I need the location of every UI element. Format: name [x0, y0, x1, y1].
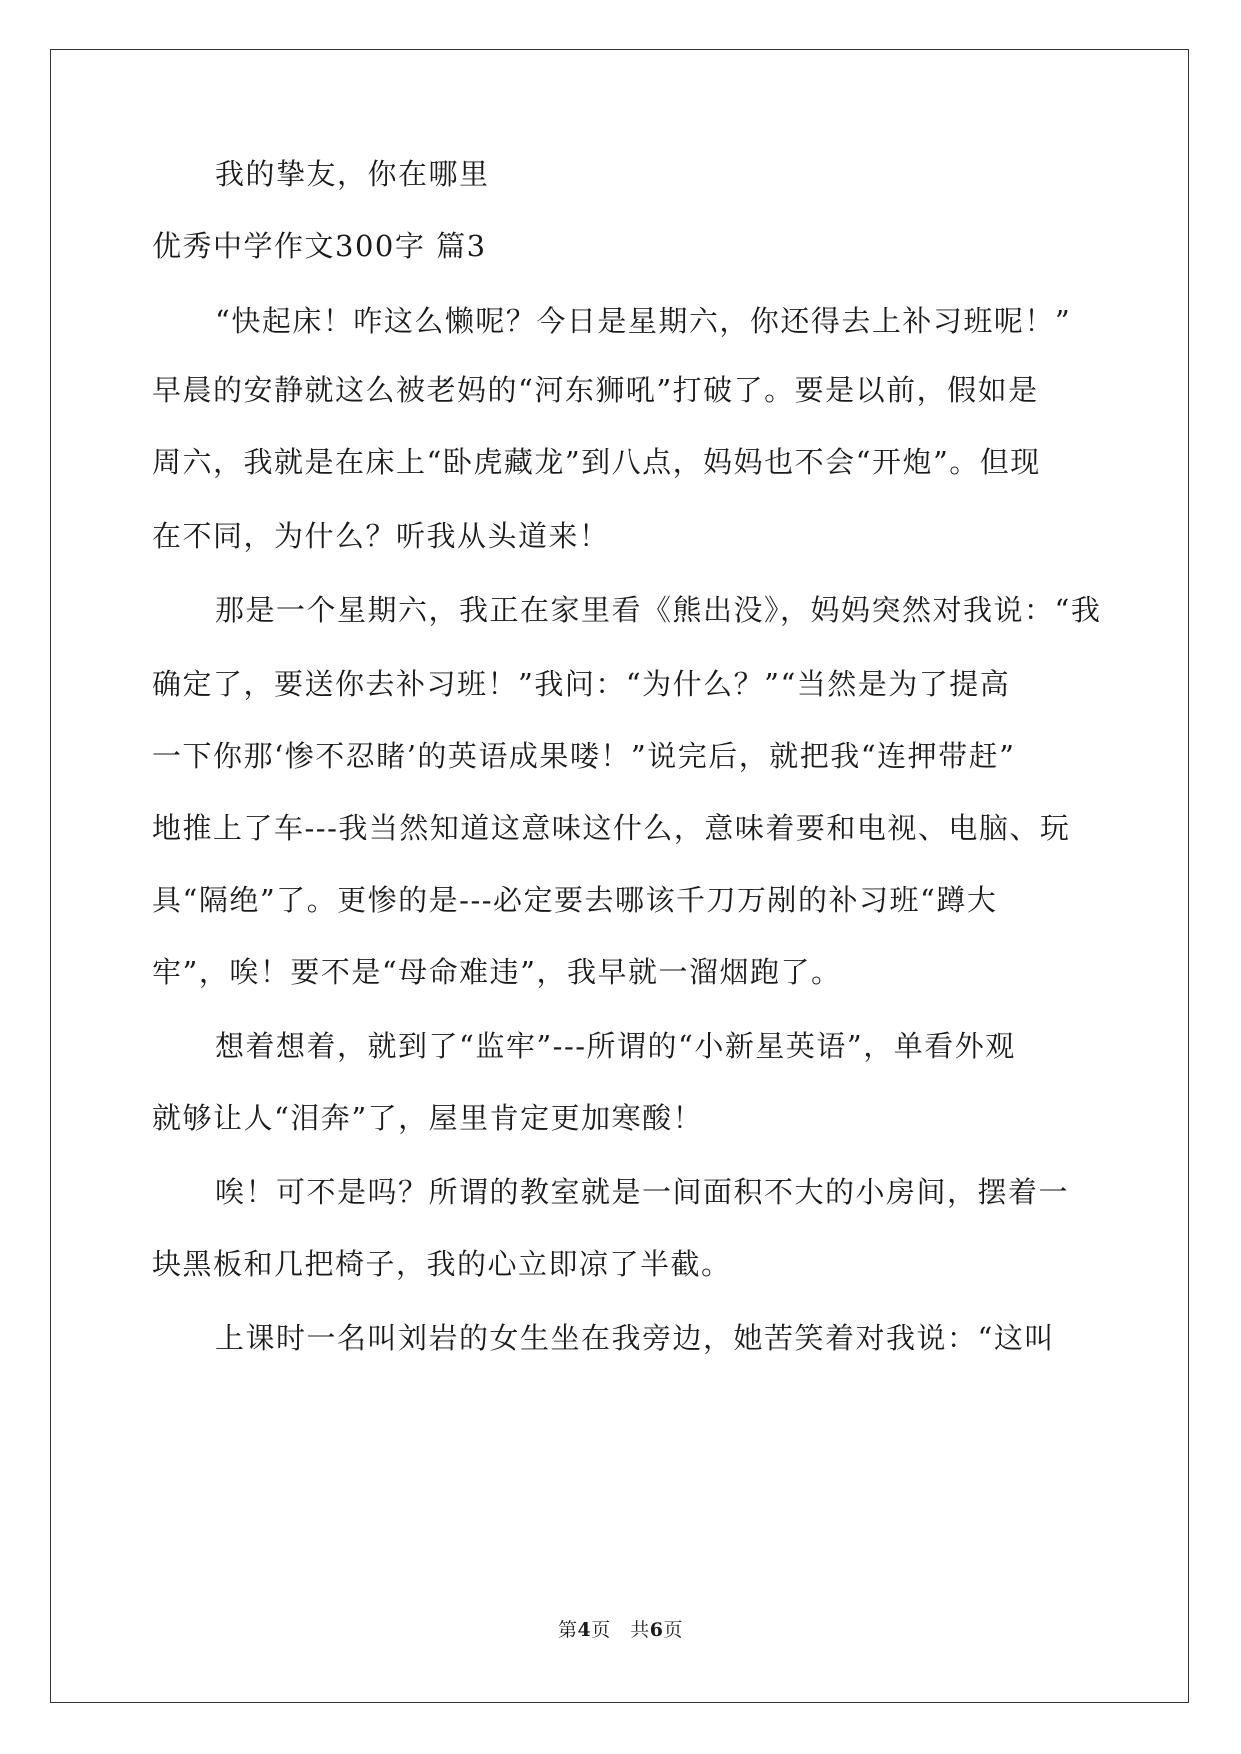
- text-line: 在不同，为什么？听我从头道来！: [152, 519, 610, 553]
- text-line: 牢”，唉！要不是“母命难违”，我早就一溜烟跑了。: [152, 955, 842, 989]
- text-line: 我的挚友，你在哪里: [215, 157, 490, 191]
- text-line: 确定了，要送你去补习班！”我问：“为什么？”“当然是为了提高: [152, 667, 1011, 701]
- text-line: 早晨的安静就这么被老妈的“河东狮吼”打破了。要是以前，假如是: [152, 373, 1039, 407]
- text-line: 块黑板和几把椅子，我的心立即凉了半截。: [152, 1247, 732, 1281]
- text-line: 想着想着，就到了“监牢”---所谓的“小新星英语”，单看外观: [215, 1029, 1016, 1063]
- text-line: 地推上了车---我当然知道这意味这什么，意味着要和电视、电脑、玩: [152, 811, 1071, 845]
- text-line: 具“隔绝”了。更惨的是---必定要去哪该千刀万剐的补习班“蹲大: [152, 883, 998, 917]
- text-line: “快起床！咋这么懒呢？今日是星期六，你还得去上补习班呢！”: [215, 304, 1072, 338]
- total-pages-number: 6: [649, 1619, 664, 1641]
- text-line: 上课时一名叫刘岩的女生坐在我旁边，她苦笑着对我说：“这叫: [215, 1321, 1055, 1355]
- section-heading: 优秀中学作文300字 篇3: [152, 229, 487, 263]
- footer-suffix: 页: [663, 1619, 683, 1641]
- page-footer: [0, 1615, 1241, 1642]
- text-line: 就够让人“泪奔”了，屋里肯定更加寒酸！: [152, 1101, 704, 1135]
- text-line: 唉！可不是吗？所谓的教室就是一间面积不大的小房间，摆着一: [215, 1175, 1070, 1209]
- current-page-number: 4: [577, 1619, 592, 1641]
- text-line: 周六，我就是在床上“卧虎藏龙”到八点，妈妈也不会“开炮”。但现: [152, 445, 1041, 479]
- footer-mid: 页 共: [591, 1619, 650, 1641]
- footer-prefix: 第: [557, 1619, 578, 1641]
- text-line: 一下你那‘惨不忍睹’的英语成果喽！”说完后，就把我“连押带赶”: [152, 739, 1016, 773]
- page-border: [50, 49, 1189, 1703]
- text-line: 那是一个星期六，我正在家里看《熊出没》，妈妈突然对我说：“我: [215, 593, 1102, 627]
